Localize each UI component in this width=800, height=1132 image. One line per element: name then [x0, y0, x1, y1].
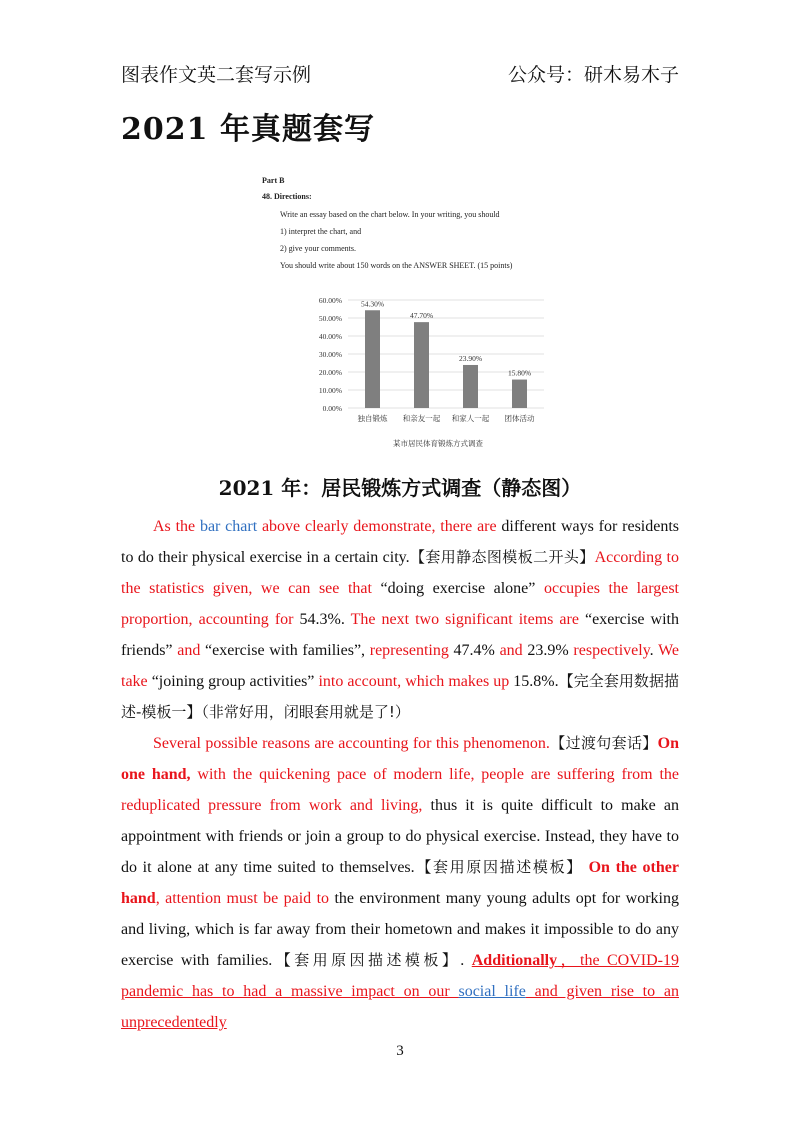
text-span: .	[460, 952, 472, 969]
text-span: On the other hand	[121, 859, 679, 907]
y-tick-label: 30.00%	[318, 350, 342, 359]
exam-direction-line: Write an essay based on the chart below. In your writing, you should	[280, 210, 500, 219]
x-tick-label: 和家人一起	[451, 414, 490, 423]
bar	[512, 380, 527, 408]
bar	[414, 322, 429, 408]
text-span: “doing exercise alone”	[371, 580, 544, 597]
data-label: 23.90%	[458, 353, 483, 363]
bar	[365, 310, 380, 408]
text-span: As the	[153, 518, 200, 535]
data-label: 54.30%	[360, 299, 385, 309]
text-span: The next two significant items are	[350, 611, 579, 628]
y-tick-label: 10.00%	[318, 386, 342, 395]
text-span: and given rise to an unprecedentedly	[121, 983, 679, 1031]
y-tick-label: 20.00%	[318, 368, 342, 377]
text-span: ，the COVID-19 pandemic has to had a massive impact on our	[121, 952, 679, 1000]
x-tick-label: 和亲友一起	[402, 414, 441, 423]
text-span: different ways for residents to do their physical exercise in a certain city.	[121, 518, 680, 566]
text-span: On one hand,	[121, 735, 679, 783]
text-span: .	[649, 642, 659, 659]
bar	[463, 365, 478, 408]
text-span: respectively	[573, 642, 650, 659]
text-span: “exercise with families”,	[200, 642, 370, 659]
page-number: 3	[396, 1043, 404, 1059]
data-label: 47.70%	[409, 311, 434, 321]
chart-title: 某市居民体育锻炼方式调查	[393, 439, 483, 448]
x-tick-label: 独自锻炼	[357, 414, 388, 423]
paragraph-2	[121, 728, 679, 1038]
paragraph-1	[121, 511, 679, 728]
annotation: 【套用原因描述模板】	[272, 951, 461, 969]
text-span: with the quickening pace of modern life, people are suffering from the reduplicated pressure from work and living,	[121, 766, 679, 814]
annotation: 【过渡句套话】	[549, 734, 658, 752]
bar-chart	[262, 288, 562, 452]
text-span: and	[177, 642, 201, 659]
exam-direction-line: 2) give your comments.	[280, 244, 356, 253]
exam-directions-label: 48. Directions:	[262, 192, 312, 201]
text-span: above clearly demonstrate, there are	[257, 518, 497, 535]
essay-body	[121, 511, 679, 1038]
text-span: “joining group activities”	[147, 673, 319, 690]
text-span: representing	[369, 642, 449, 659]
text-span: into account, which makes up	[318, 673, 510, 690]
exam-question-image	[262, 176, 562, 452]
y-tick-label: 50.00%	[318, 314, 342, 323]
y-tick-label: 0.00%	[322, 404, 342, 413]
text-span: We take	[121, 642, 680, 690]
x-tick-label: 团体活动	[504, 414, 535, 423]
y-tick-label: 40.00%	[318, 332, 342, 341]
annotation: 【套用原因描述模板】	[414, 858, 583, 876]
page-title: 2021 年真题套写	[121, 112, 375, 147]
header-right: 公众号：研木易木子	[507, 64, 679, 86]
text-span: bar chart	[199, 518, 258, 535]
y-tick-label: 60.00%	[318, 296, 342, 305]
section-title: 2021 年：居民锻炼方式调查（静态图）	[218, 476, 582, 500]
text-span: social life	[458, 983, 526, 1000]
text-span: 15.8%.	[509, 673, 559, 690]
exam-direction-line: You should write about 150 words on the ANSWER SHEET. (15 points)	[280, 261, 513, 270]
text-span: and	[499, 642, 523, 659]
text-span: 47.4%	[448, 642, 500, 659]
text-span: , attention must be paid to	[155, 890, 330, 907]
text-span: According to the statistics given, we can see that	[121, 549, 679, 597]
header-left: 图表作文英二套写示例	[121, 64, 312, 86]
text-span: Additionally	[471, 952, 558, 969]
text-span: Several possible reasons are accounting for this phenomenon.	[153, 735, 550, 752]
text-span: 23.9%	[522, 642, 574, 659]
exam-part-label: Part B	[262, 176, 285, 185]
text-span: the environment many young adults opt for working and living, which is far away from their hometown and makes it impossible to do any exercise with families.	[121, 890, 679, 969]
text-span: occupies the largest proportion, accounting for	[121, 580, 680, 628]
text-span: “exercise with friends”	[121, 611, 680, 659]
exam-direction-line: 1) interpret the chart, and	[280, 227, 362, 236]
annotation: 【套用静态图模板二开头】	[409, 548, 595, 566]
data-label: 15.80%	[507, 368, 532, 378]
text-span: 54.3%.	[293, 611, 351, 628]
text-span: thus it is quite difficult to make an appointment with friends or join a group to do physical exercise. Instead, they have to do it alone at any time suited to themselves.	[121, 797, 679, 876]
annotation: 【完全套用数据描述-模板一】（非常好用，闭眼套用就是了!）	[121, 672, 679, 721]
